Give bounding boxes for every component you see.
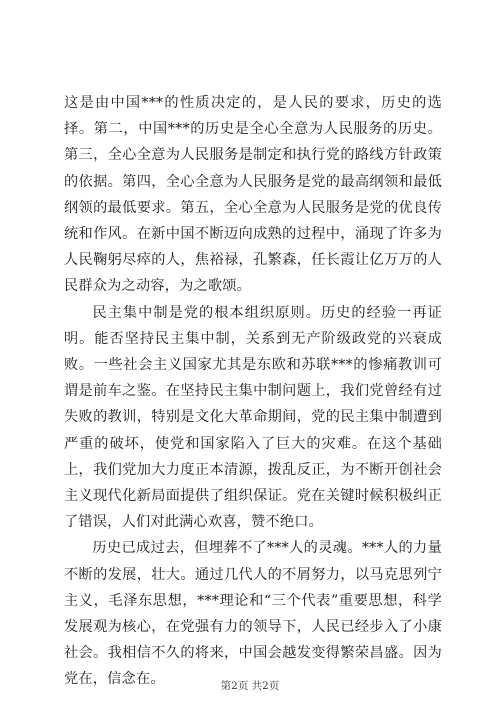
- paragraph-3: 历史已成过去，但埋葬不了***人的灵魂。***人的力量不断的发展，壮大。通过几代人的不屑努力，以马克思列宁主义，毛泽东思想，***理论和“三个代表”重要思想，科学发展观为核心，在党强有力的领导下，人民已经步入了小康社会。我相信不久的将来，中国会越发变得繁荣昌盛。因为党在，信念在。: [64, 540, 442, 688]
- paragraph-1: 这是由中国***的性质决定的，是人民的要求，历史的选择。第二，中国***的历史是全心全意为人民服务的历史。第三，全心全意为人民服务是制定和执行党的路线方针政策的依据。第四，全心全意为人民服务是党的最高纲领和最低纲领的最低要求。第五，全心全意为人民服务是党的优良传统和作风。在新中国不断迈向成熟的过程中，涌现了许多为人民鞠躬尽瘁的人，焦裕禄，孔繁森，任长霞让亿万万的人民群众为之动容，为之歌颂。: [64, 95, 442, 295]
- page-footer: 第2页 共2页: [220, 680, 280, 692]
- paragraph-2: 民主集中制是党的根本组织原则。历史的经验一再证明。能否坚持民主集中制，关系到无产阶级政党的兴衰成败。一些社会主义国家尤其是东欧和苏联***的惨痛教训可谓是前车之鉴。在坚持民主集中制问题上，我们党曾经有过失败的教训，特别是文化大革命期间，党的民主集中制遭到严重的破坏，使党和国家陷入了巨大的灾难。在这个基础上，我们党加大力度正本清源，拨乱反正，为不断开创社会主义现代化新局面提供了组织保证。党在关键时候积极纠正了错误，人们对此满心欢喜，赞不绝口。: [64, 304, 442, 531]
- document-body: [64, 90, 442, 693]
